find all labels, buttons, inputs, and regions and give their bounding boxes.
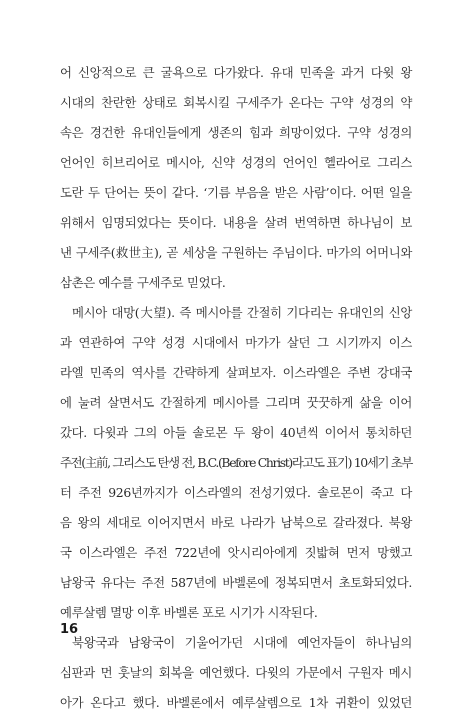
text-line: 메시아 대망(大望). 즉 메시아를 간절히 기다리는 유대인의 신앙 <box>72 305 412 320</box>
text-line: 아가 온다고 했다. 바벨론에서 예루살렘으로 1차 귀환이 있었던 <box>60 695 412 710</box>
text-line: 남왕국 유다는 주전 587년에 바벨론에 정복되면서 초토화되었다. <box>60 575 412 590</box>
text-line: 어 신앙적으로 큰 굴욕으로 다가왔다. 유대 민족을 과거 다윗 왕 <box>60 65 412 80</box>
text-line: 낸 구세주(救世主), 곧 세상을 구원하는 주님이다. 마가의 어머니와 <box>60 245 412 260</box>
text-line: 주전(主前, 그리스도 탄생 전, B.C.(Before Christ)라고도 표기) 10세기 초부 <box>60 455 412 470</box>
text-line: 국 이스라엘은 주전 722년에 앗시리아에게 짓밟혀 먼저 망했고 <box>60 545 412 560</box>
page-number: 16 <box>60 622 79 637</box>
text-line: 언어인 히브리어로 메시아, 신약 성경의 언어인 헬라어로 그리스 <box>60 155 412 170</box>
text-line: 도란 두 단어는 뜻이 같다. ‘기름 부음을 받은 사람’이다. 어떤 일을 <box>60 185 412 200</box>
text-line: 과 연관하여 구약 성경 시대에서 마가가 살던 그 시기까지 이스 <box>60 335 412 350</box>
text-line: 에 눌려 살면서도 간절하게 메시아를 그리며 꿋꿋하게 삶을 이어 <box>60 395 412 410</box>
text-line: 예루살렘 멸망 이후 바벨론 포로 시기가 시작된다. <box>60 605 318 620</box>
text-line: 위해서 임명되었다는 뜻이다. 내용을 살려 번역하면 하나님이 보 <box>60 215 412 230</box>
text-line: 갔다. 다윗과 그의 아들 솔로몬 두 왕이 40년씩 이어서 통치하던 <box>60 425 412 440</box>
text-line: 삼촌은 예수를 구세주로 믿었다. <box>60 275 226 290</box>
text-line: 시대의 찬란한 상태로 회복시킬 구세주가 온다는 구약 성경의 약 <box>60 95 412 110</box>
text-line: 터 주전 926년까지가 이스라엘의 전성기였다. 솔로몬이 죽고 다 <box>60 485 412 500</box>
text-line: 라엘 민족의 역사를 간략하게 살펴보자. 이스라엘은 주변 강대국 <box>60 365 412 380</box>
text-line: 속은 경건한 유대인들에게 생존의 힘과 희망이었다. 구약 성경의 <box>60 125 412 140</box>
text-line: 북왕국과 남왕국이 기울어가던 시대에 예언자들이 하나님의 <box>72 635 412 650</box>
body-text <box>60 58 412 718</box>
paragraph-1 <box>60 58 412 298</box>
paragraph-3 <box>60 628 412 718</box>
paragraph-2 <box>60 298 412 628</box>
text-line: 음 왕의 세대로 이어지면서 바로 나라가 남북으로 갈라졌다. 북왕 <box>60 515 412 530</box>
text-line: 심판과 먼 훗날의 회복을 예언했다. 다윗의 가문에서 구원자 메시 <box>60 665 412 680</box>
